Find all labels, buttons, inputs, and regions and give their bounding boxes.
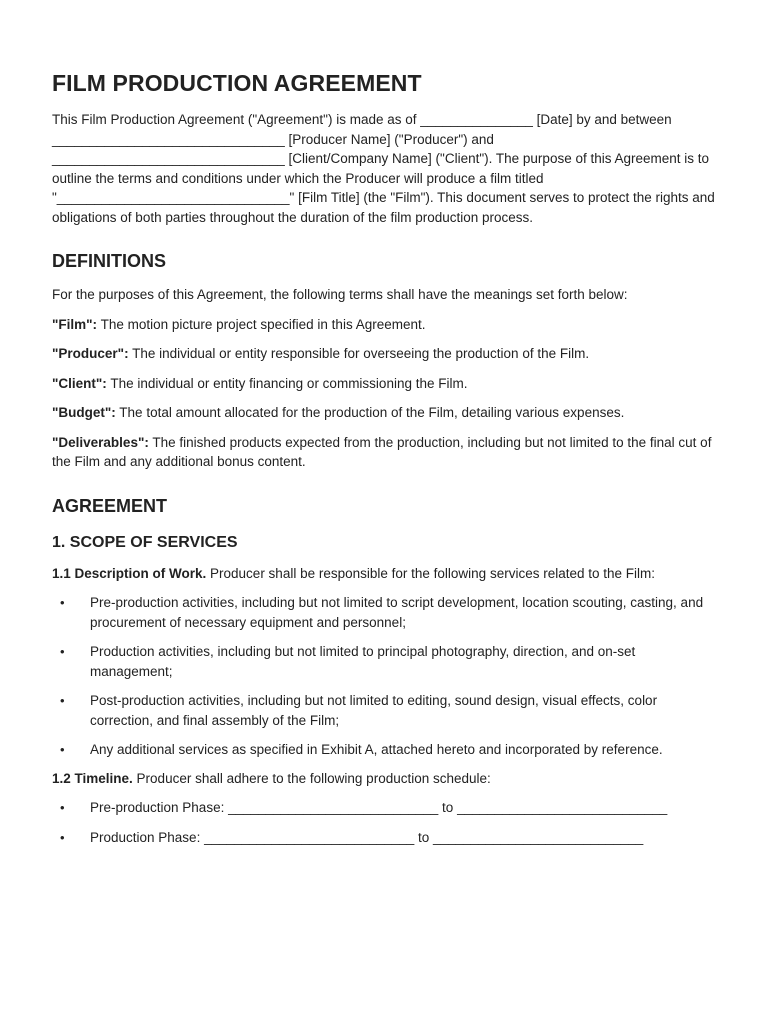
definitions-heading: DEFINITIONS: [52, 251, 167, 271]
list-item-text: Production activities, including but not limited to principal photography, direction, and on-set management;: [90, 644, 636, 679]
definitions-intro: For the purposes of this Agreement, the following terms shall have the meanings set forth below:: [52, 287, 628, 302]
list-item: [52, 642, 718, 681]
bullet-icon: •: [60, 595, 65, 610]
definition-text: The finished products expected from the production, including but not limited to the final cut of the Film and any additional bonus content.: [52, 434, 712, 469]
bullet-icon: •: [60, 829, 65, 845]
timeline-label: 1.2 Timeline.: [52, 770, 133, 786]
intro-paragraph: This Film Production Agreement ("Agreement") is made as of _______________ [Date] by and between _______________________________ [Producer Name] ("Producer") and _______________________________ [Client/Company Name] ("Client"). The purpose of this Agreement is to outline the terms and conditions under which the Producer will produce a film titled "_______________________________" [Film Title] (the "Film"). This document serves to protect the rights and obligations of both parties throughout the duration of the film production process.: [52, 112, 715, 225]
definition-term: "Producer":: [52, 346, 129, 361]
definition-item: [52, 344, 718, 364]
description-text: Producer shall be responsible for the following services related to the Film:: [206, 565, 655, 581]
list-item: [52, 798, 718, 818]
list-item: [52, 691, 718, 730]
definition-item: [52, 374, 718, 394]
definition-text: The individual or entity financing or commissioning the Film.: [106, 375, 468, 391]
definition-text: The individual or entity responsible for overseeing the production of the Film.: [128, 346, 590, 361]
definition-item: [52, 433, 718, 472]
definition-item: [52, 403, 718, 423]
document-title: FILM PRODUCTION AGREEMENT: [52, 70, 422, 96]
bullet-icon: •: [60, 742, 65, 757]
timeline-list: [52, 798, 718, 847]
list-item: [52, 828, 718, 848]
definition-item: [52, 315, 718, 335]
list-item-text: Pre-production activities, including but not limited to script development, location scouting, casting, and procurement of necessary equipment and personnel;: [90, 595, 704, 630]
description-paragraph: [52, 564, 718, 584]
bullet-icon: •: [60, 644, 65, 659]
definition-text: The total amount allocated for the production of the Film, detailing various expenses.: [115, 405, 625, 420]
definition-term: "Budget":: [52, 405, 116, 420]
services-list: [52, 593, 718, 760]
description-label: 1.1 Description of Work.: [52, 565, 207, 581]
timeline-text: Producer shall adhere to the following production schedule:: [132, 770, 491, 786]
agreement-heading: AGREEMENT: [52, 495, 168, 516]
bullet-icon: •: [60, 693, 65, 708]
definition-term: "Film":: [52, 316, 98, 332]
definition-term: "Deliverables":: [52, 434, 149, 450]
definition-term: "Client":: [52, 375, 107, 391]
list-item-text: Post-production activities, including but not limited to editing, sound design, visual effects, color correction, and final assembly of the Film;: [90, 693, 658, 728]
definition-text: The motion picture project specified in this Agreement.: [97, 316, 426, 332]
list-item-text: Production Phase: ____________________________ to ____________________________: [90, 829, 644, 845]
list-item: [52, 740, 718, 760]
list-item-text: Any additional services as specified in Exhibit A, attached hereto and incorporated by reference.: [90, 742, 663, 757]
scope-heading: 1. SCOPE OF SERVICES: [52, 533, 238, 551]
list-item: [52, 593, 718, 632]
bullet-icon: •: [60, 800, 65, 815]
list-item-text: Pre-production Phase: ____________________________ to ____________________________: [90, 800, 668, 815]
timeline-paragraph: [52, 769, 718, 789]
